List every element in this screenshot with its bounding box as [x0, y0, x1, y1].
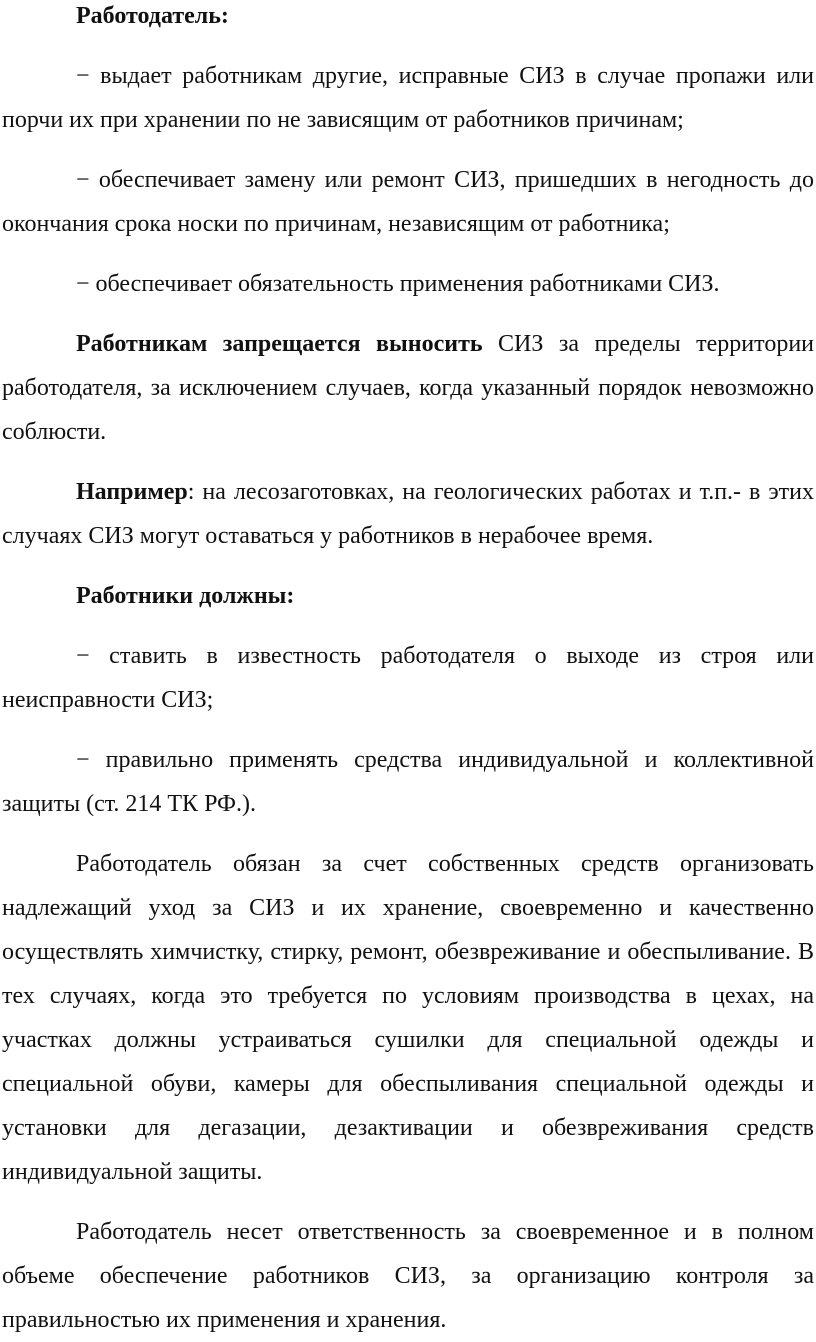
- spacer: [2, 306, 814, 322]
- employer-duty-1: − выдает работникам другие, исправные СИЗ в случае пропажи или порчи их при хранении по не зависящим от работников причинам;: [2, 63, 814, 133]
- prohibition-bold: Работникам запрещается выносить: [76, 331, 483, 357]
- prohibition-paragraph: [2, 322, 814, 454]
- spacer: [2, 454, 814, 470]
- spacer: [2, 1194, 814, 1210]
- spacer: [2, 246, 814, 262]
- example-text: : на лесозаготовках, на геологических работах и т.п.- в этих случаях СИЗ могут оставаться у работников в нерабочее время.: [2, 479, 814, 549]
- spacer: [2, 38, 814, 54]
- prohibition-text: СИЗ за пределы территории работодателя, за исключением случаев, когда указанный порядок невозможно соблюсти.: [2, 331, 814, 445]
- example-paragraph: [2, 470, 814, 558]
- employer-duty-3: − обеспечивает обязательность применения работниками СИЗ.: [76, 271, 720, 297]
- heading-employer: Работодатель:: [76, 3, 229, 29]
- spacer: [2, 722, 814, 738]
- heading-workers: Работники должны:: [76, 583, 295, 609]
- worker-duty-2: − правильно применять средства индивидуальной и коллективной защиты (ст. 214 ТК РФ.).: [2, 747, 814, 817]
- example-bold: Например: [76, 479, 188, 505]
- employer-duty-2: − обеспечивает замену или ремонт СИЗ, пришедших в негодность до окончания срока носки по причинам, независящим от работника;: [2, 167, 814, 237]
- employer-obligation-paragraph: Работодатель обязан за счет собственных средств организовать надлежащий уход за СИЗ и их хранение, своевременно и качественно осуществлять химчистку, стирку, ремонт, обезвреживание и обеспыливание. В тех случаях, когда это требуется по условиям производства в цехах, на участках должны устраиваться сушилки для специальной одежды и специальной обуви, камеры для обеспыливания специальной одежды и установки для дегазации, дезактивации и обезвреживания средств индивидуальной защиты.: [2, 851, 814, 1185]
- spacer: [2, 142, 814, 158]
- employer-responsibility-paragraph: Работодатель несет ответственность за своевременное и в полном объеме обеспечение работников СИЗ, за организацию контроля за правильностью их применения и хранения.: [2, 1219, 814, 1333]
- spacer: [2, 826, 814, 842]
- worker-duty-1: − ставить в известность работодателя о выходе из строя или неисправности СИЗ;: [2, 643, 814, 713]
- spacer: [2, 618, 814, 634]
- spacer: [2, 558, 814, 574]
